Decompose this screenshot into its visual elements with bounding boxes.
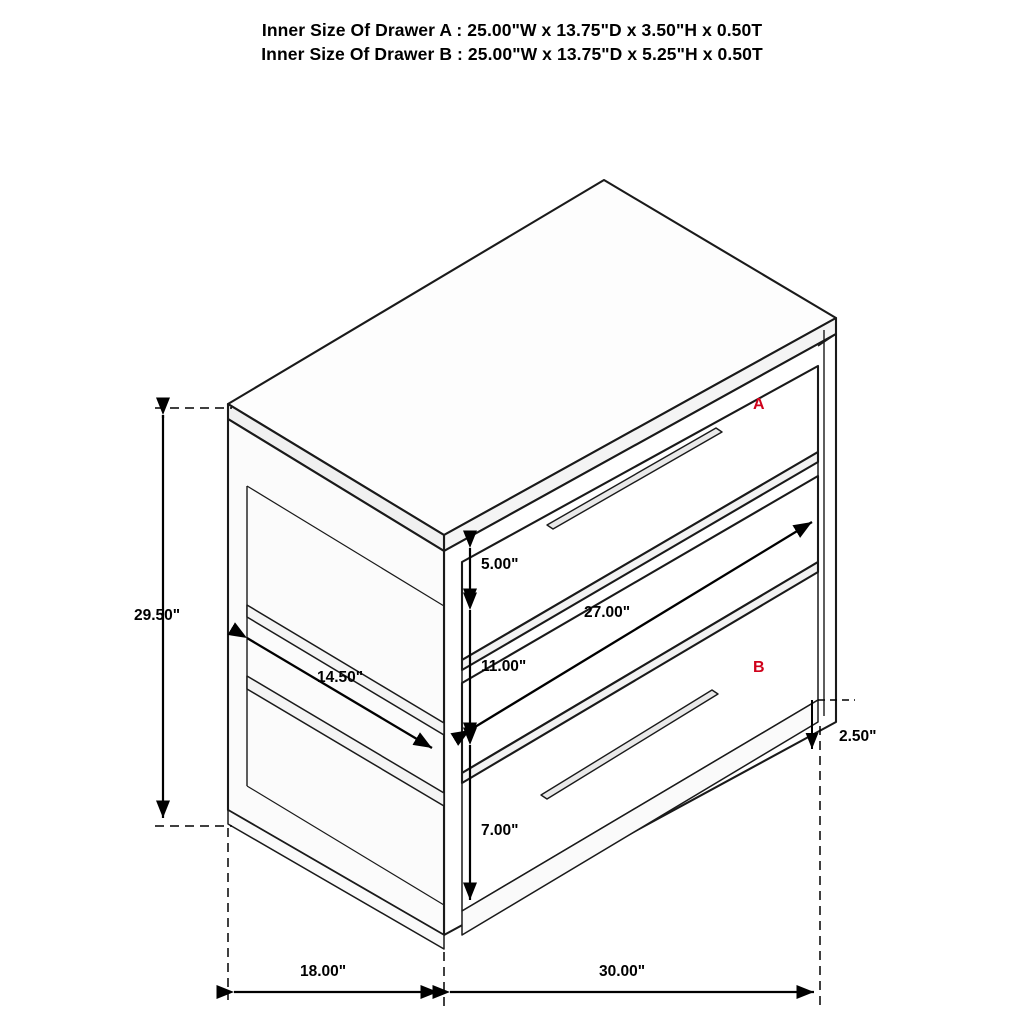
cabinet-body bbox=[228, 180, 836, 949]
marker-drawer-b: B bbox=[753, 659, 765, 676]
label-base-height: 2.50" bbox=[839, 728, 877, 745]
label-width: 30.00" bbox=[599, 963, 646, 980]
drawer-a-inner-size: Inner Size Of Drawer A : 25.00"W x 13.75"D x 3.50"H x 0.50T bbox=[261, 20, 763, 40]
label-front-width: 27.00" bbox=[584, 604, 631, 621]
marker-drawer-a: A bbox=[753, 396, 765, 413]
label-side-depth: 14.50" bbox=[317, 669, 364, 686]
drawer-b-inner-size: Inner Size Of Drawer B : 25.00"W x 13.75"D x 5.25"H x 0.50T bbox=[261, 44, 763, 64]
label-drawer-b-opening: 7.00" bbox=[481, 822, 519, 839]
label-mid-height: 11.00" bbox=[481, 658, 527, 675]
label-height: 29.50" bbox=[134, 607, 181, 624]
label-depth: 18.00" bbox=[300, 963, 347, 980]
label-drawer-a-opening: 5.00" bbox=[481, 556, 519, 573]
